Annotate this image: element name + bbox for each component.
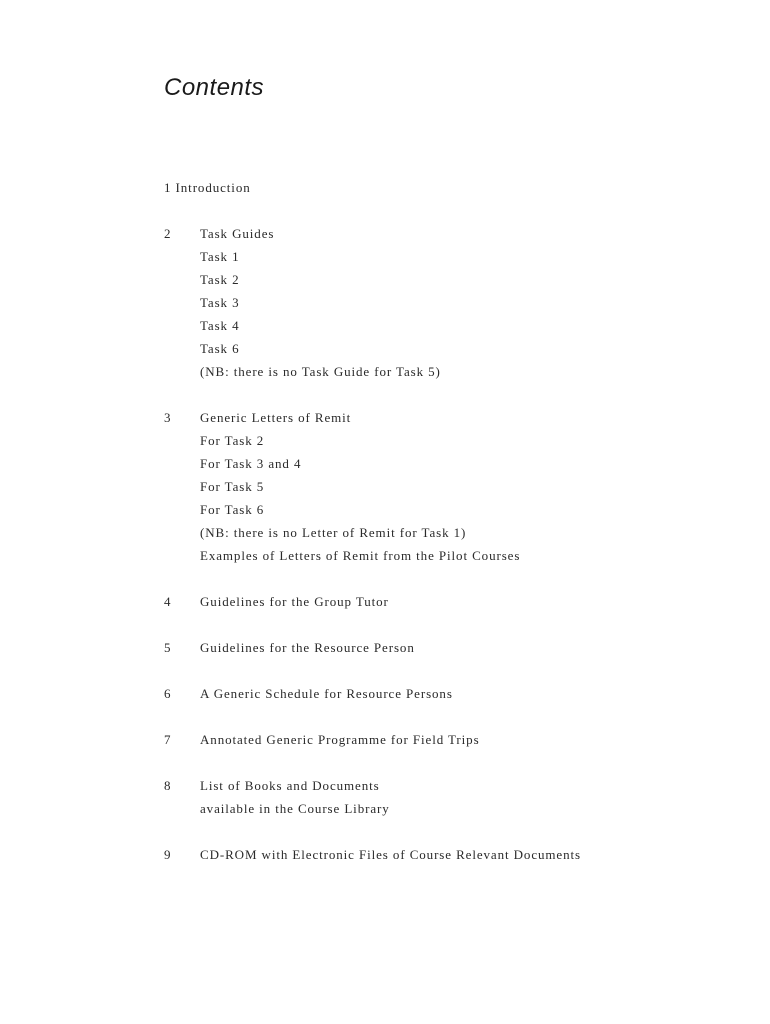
toc-title: Guidelines for the Resource Person bbox=[200, 640, 415, 655]
toc-title: A Generic Schedule for Resource Persons bbox=[200, 686, 453, 701]
toc-title: CD-ROM with Electronic Files of Course Relevant Documents bbox=[200, 847, 581, 862]
toc-entry-generic-schedule bbox=[164, 682, 724, 705]
toc-subentry: Task 2 bbox=[200, 272, 240, 287]
toc-number: 7 bbox=[164, 732, 172, 747]
toc-title: List of Books and Documents bbox=[200, 778, 380, 793]
toc-note: (NB: there is no Letter of Remit for Task 1) bbox=[200, 525, 467, 540]
toc-subentry: For Task 2 bbox=[200, 433, 265, 448]
toc-note: (NB: there is no Task Guide for Task 5) bbox=[200, 364, 441, 379]
toc-title: Guidelines for the Group Tutor bbox=[200, 594, 389, 609]
toc-entry-books-documents bbox=[164, 774, 724, 797]
toc-subentry: Task 4 bbox=[200, 318, 240, 333]
toc-number: 9 bbox=[164, 847, 172, 862]
toc-subentry: For Task 3 and 4 bbox=[200, 456, 302, 471]
toc-entry-letters-of-remit bbox=[164, 406, 724, 429]
table-of-contents bbox=[164, 176, 724, 866]
toc-subentry: For Task 6 bbox=[200, 502, 265, 517]
toc-number: 2 bbox=[164, 226, 172, 241]
toc-entry-task-guides bbox=[164, 222, 724, 245]
toc-number: 5 bbox=[164, 640, 172, 655]
toc-entry-cd-rom bbox=[164, 843, 724, 866]
toc-continuation: available in the Course Library bbox=[200, 801, 390, 816]
toc-number: 3 bbox=[164, 410, 172, 425]
toc-subentry: Task 1 bbox=[200, 249, 240, 264]
toc-entry-introduction: 1 Introduction bbox=[164, 180, 251, 195]
toc-entry-resource-person bbox=[164, 636, 724, 659]
page-title: Contents bbox=[164, 74, 265, 101]
toc-entry-field-trips bbox=[164, 728, 724, 751]
toc-subentry: For Task 5 bbox=[200, 479, 265, 494]
toc-subentry: Task 6 bbox=[200, 341, 240, 356]
toc-title: Generic Letters of Remit bbox=[200, 410, 352, 425]
toc-title: Annotated Generic Programme for Field Trips bbox=[200, 732, 480, 747]
toc-number: 8 bbox=[164, 778, 172, 793]
toc-entry-group-tutor bbox=[164, 590, 724, 613]
toc-number: 4 bbox=[164, 594, 172, 609]
toc-title: Task Guides bbox=[200, 226, 275, 241]
toc-subentry: Task 3 bbox=[200, 295, 240, 310]
toc-subentry: Examples of Letters of Remit from the Pilot Courses bbox=[200, 548, 521, 563]
toc-number: 6 bbox=[164, 686, 172, 701]
